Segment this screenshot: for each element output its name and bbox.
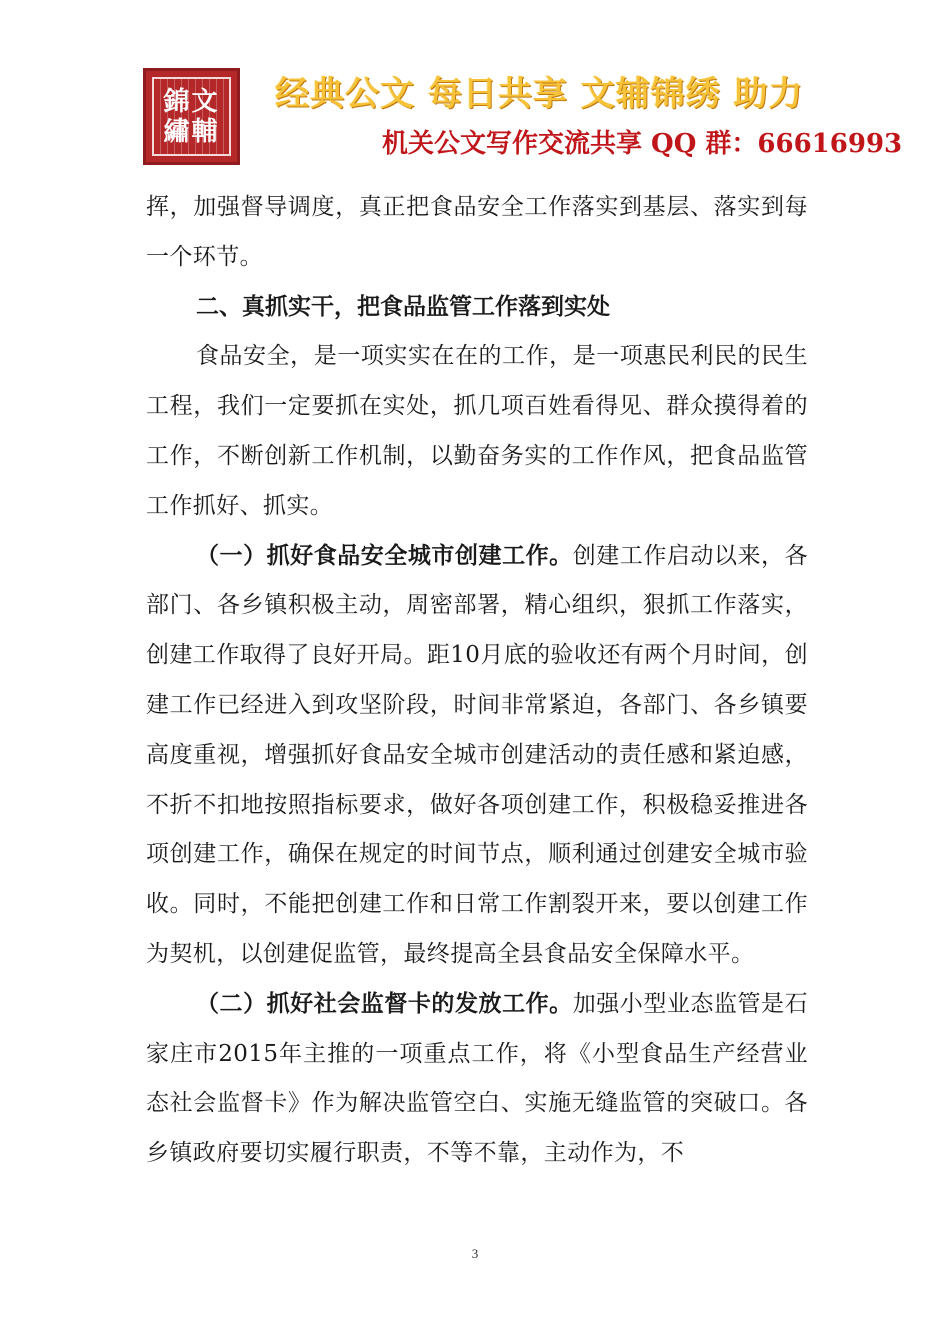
paragraph-item-2-body: 加强小型业态监管是石家庄市2015年主推的一项重点工作，将《小型食品生产经营业态社会监督卡》作为解决监管空白、实施无缝监管的突破口。各乡镇政府要切实履行职责，不等不靠，主动作为，不 <box>146 990 808 1167</box>
paragraph-item-2-lead: （二）抓好社会监督卡的发放工作。 <box>196 990 573 1017</box>
paragraph-item-1-body: 创建工作启动以来，各部门、各乡镇积极主动，周密部署，精心组织，狠抓工作落实，创建工作取得了良好开局。距10月底的验收还有两个月时间，创建工作已经进入到攻坚阶段，时间非常紧迫，各部门、各乡镇要高度重视，增强抓好食品安全城市创建活动的责任感和紧迫感，不折不扣地按照指标要求，做好各项创建工作，积极稳妥推进各项创建工作，确保在规定的时间节点，顺利通过创建安全城市验收。同时，不能把创建工作和日常工作割裂开来，要以创建工作为契机，以创建促监管，最终提高全县食品安全保障水平。 <box>146 542 808 967</box>
paragraph-item-1-lead: （一）抓好食品安全城市创建工作。 <box>196 542 573 569</box>
paragraph-item-1 <box>146 532 808 980</box>
seal-logo <box>143 68 240 165</box>
paragraph-continuation: 挥，加强督导调度，真正把食品安全工作落实到基层、落实到每一个环节。 <box>146 194 808 270</box>
seal-logo-text: 錦文繡輔 <box>163 86 220 147</box>
header-group-line: 机关公文写作交流共享 QQ 群：66616993 <box>382 129 903 159</box>
header-slogan: 经典公文 每日共享 文辅锦绣 助力 <box>275 74 804 114</box>
page-number: 3 <box>471 1246 479 1261</box>
paragraph-intro: 食品安全，是一项实实在在的工作，是一项惠民利民的民生工程，我们一定要抓在实处，抓几项百姓看得见、群众摸得着的工作，不断创新工作机制，以勤奋务实的工作作风，把食品监管工作抓好、抓实。 <box>146 343 808 519</box>
paragraph-item-2 <box>146 980 808 1179</box>
section-heading: 二、真抓实干，把食品监管工作落到实处 <box>196 293 610 320</box>
seal-inner-border <box>152 77 231 156</box>
header-banner <box>0 0 950 180</box>
document-body <box>146 183 808 1179</box>
